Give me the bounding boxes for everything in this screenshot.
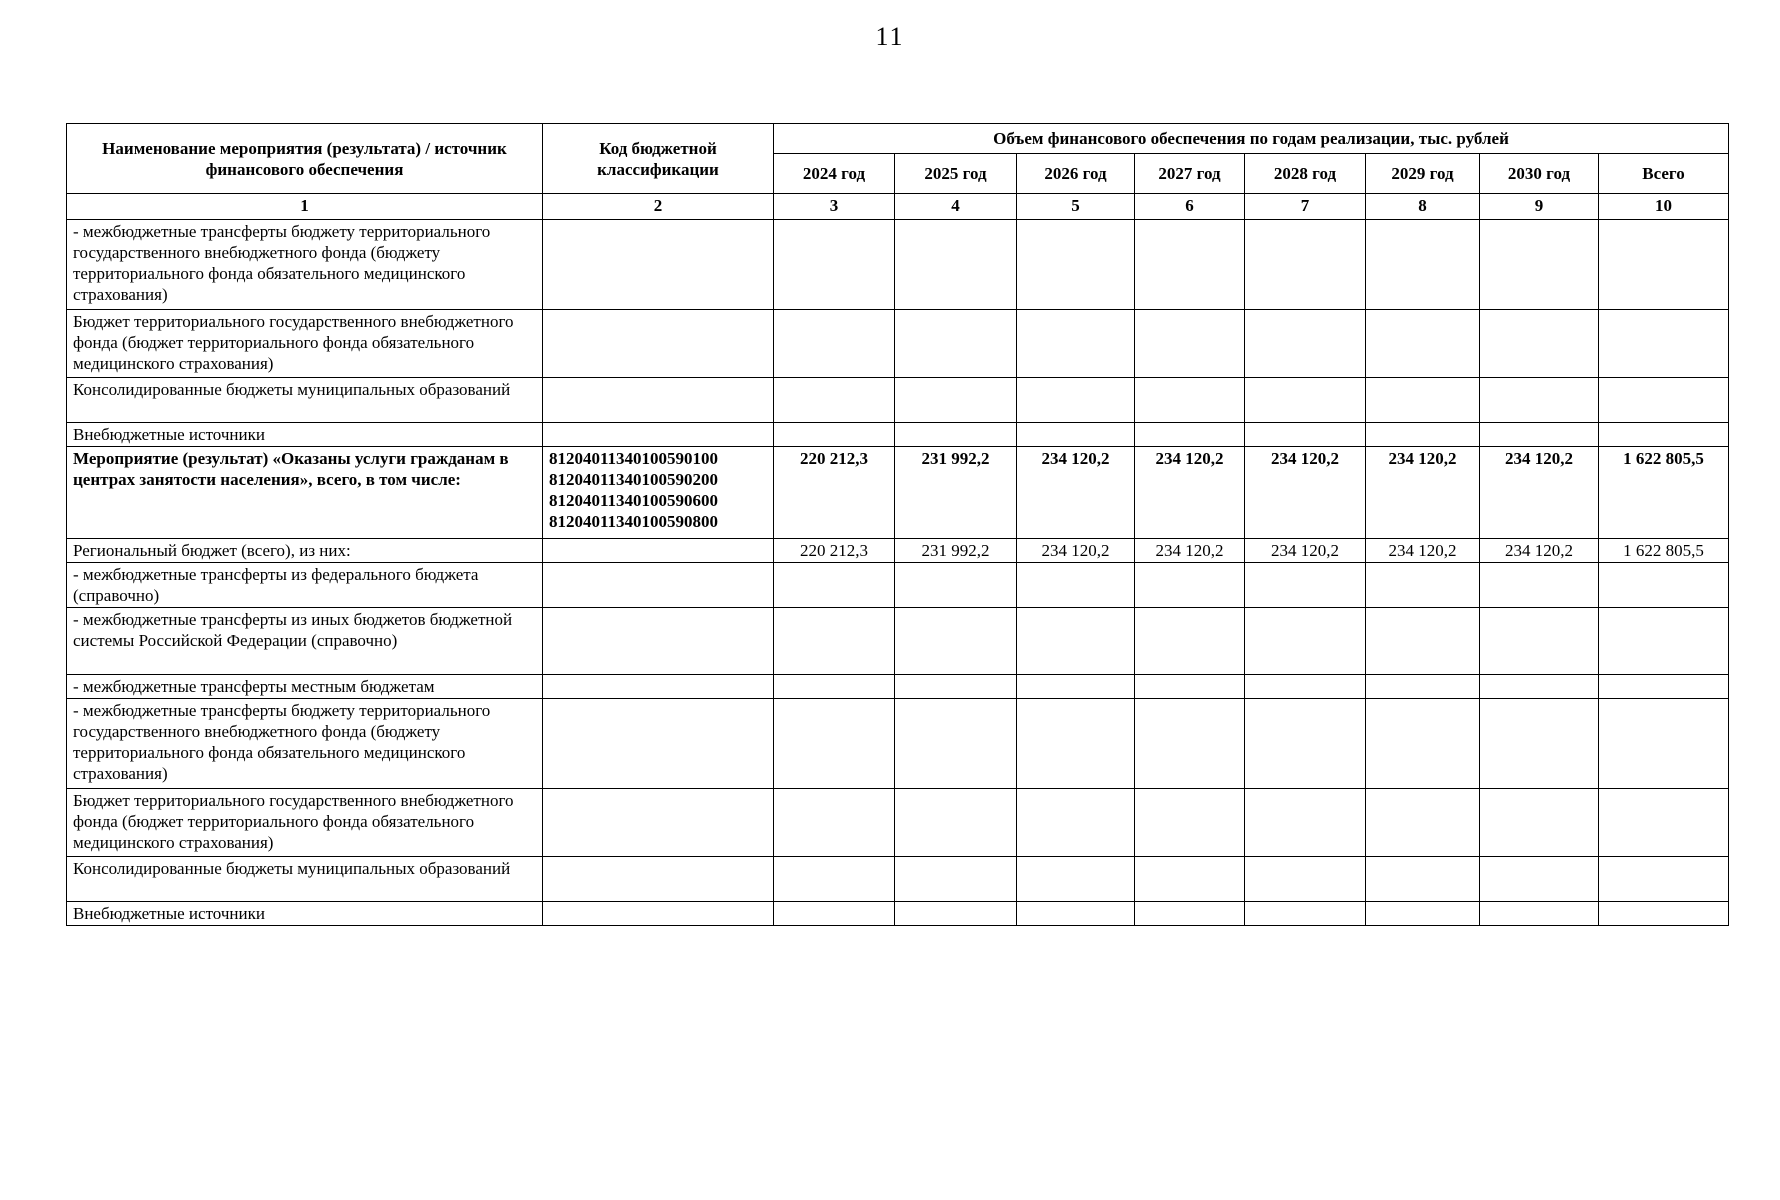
row-year-value <box>1366 699 1480 789</box>
row-year-value <box>1017 675 1135 699</box>
row-year-value <box>1480 423 1599 447</box>
row-name: Бюджет территориального государственного внебюджетного фонда (бюджет территориального фонда обязательного медицинского страхования) <box>67 310 543 378</box>
row-total-value <box>1599 310 1729 378</box>
row-name: Мероприятие (результат) «Оказаны услуги гражданам в центрах занятости населения», всего, в том числе: <box>67 447 543 539</box>
row-year-value: 234 120,2 <box>1245 447 1366 539</box>
row-year-value <box>774 857 895 902</box>
row-year-value <box>774 220 895 310</box>
row-code <box>543 539 774 563</box>
row-code <box>543 857 774 902</box>
row-total-value: 1 622 805,5 <box>1599 447 1729 539</box>
row-year-value <box>1017 310 1135 378</box>
row-year-value <box>1017 220 1135 310</box>
column-number: 7 <box>1245 194 1366 220</box>
row-year-value <box>895 699 1017 789</box>
row-year-value <box>1245 220 1366 310</box>
row-year-value <box>1245 902 1366 926</box>
row-year-value <box>1135 675 1245 699</box>
row-total-value <box>1599 220 1729 310</box>
row-name: Бюджет территориального государственного внебюджетного фонда (бюджет территориального фонда обязательного медицинского страхования) <box>67 789 543 857</box>
row-name: Внебюджетные источники <box>67 423 543 447</box>
column-number: 5 <box>1017 194 1135 220</box>
row-year-value <box>1366 423 1480 447</box>
row-name: - межбюджетные трансферты бюджету территориального государственного внебюджетного фонда (бюджету территориального фонда обязательного медицинского страхования) <box>67 220 543 310</box>
table-row <box>67 608 1729 675</box>
table-row <box>67 447 1729 539</box>
row-year-value <box>1480 563 1599 608</box>
row-year-value <box>895 378 1017 423</box>
row-year-value: 234 120,2 <box>1366 539 1480 563</box>
table-row <box>67 378 1729 423</box>
row-year-value <box>1135 378 1245 423</box>
header-code: Код бюджетной классификации <box>543 124 774 194</box>
row-year-value <box>1245 563 1366 608</box>
column-number: 6 <box>1135 194 1245 220</box>
row-year-value <box>774 423 895 447</box>
row-year-value <box>1245 675 1366 699</box>
row-year-value <box>1366 789 1480 857</box>
row-year-value <box>895 608 1017 675</box>
table-row <box>67 539 1729 563</box>
row-year-value <box>1017 378 1135 423</box>
row-year-value <box>774 310 895 378</box>
row-year-value <box>895 857 1017 902</box>
header-year: 2024 год <box>774 154 895 194</box>
row-name: - межбюджетные трансферты из федерального бюджета (справочно) <box>67 563 543 608</box>
header-year: 2025 год <box>895 154 1017 194</box>
row-total-value <box>1599 902 1729 926</box>
header-year: 2030 год <box>1480 154 1599 194</box>
row-year-value <box>1017 857 1135 902</box>
row-year-value <box>895 902 1017 926</box>
row-code <box>543 789 774 857</box>
row-year-value <box>774 378 895 423</box>
row-year-value: 231 992,2 <box>895 447 1017 539</box>
row-year-value <box>1245 608 1366 675</box>
row-year-value <box>774 675 895 699</box>
row-year-value <box>1017 423 1135 447</box>
row-year-value <box>1366 378 1480 423</box>
header-year: 2028 год <box>1245 154 1366 194</box>
row-year-value <box>1366 220 1480 310</box>
header-year: 2026 год <box>1017 154 1135 194</box>
row-year-value <box>1245 423 1366 447</box>
row-total-value <box>1599 378 1729 423</box>
row-year-value: 234 120,2 <box>1017 447 1135 539</box>
row-year-value <box>895 220 1017 310</box>
row-year-value <box>1480 857 1599 902</box>
row-year-value <box>1480 789 1599 857</box>
row-code <box>543 220 774 310</box>
header-total: Всего <box>1599 154 1729 194</box>
row-year-value <box>1366 675 1480 699</box>
page-number: 11 <box>875 22 905 51</box>
column-number: 3 <box>774 194 895 220</box>
row-year-value <box>895 310 1017 378</box>
header-year: 2029 год <box>1366 154 1480 194</box>
row-year-value <box>1366 563 1480 608</box>
table-row <box>67 563 1729 608</box>
header-volume: Объем финансового обеспечения по годам реализации, тыс. рублей <box>774 124 1729 154</box>
row-year-value <box>1135 699 1245 789</box>
row-total-value <box>1599 857 1729 902</box>
row-year-value <box>1017 563 1135 608</box>
finance-table <box>66 123 1729 926</box>
row-year-value <box>1480 378 1599 423</box>
row-year-value <box>1135 789 1245 857</box>
row-year-value <box>1017 789 1135 857</box>
row-total-value <box>1599 608 1729 675</box>
row-year-value <box>1135 310 1245 378</box>
row-code <box>543 310 774 378</box>
row-year-value <box>1245 310 1366 378</box>
row-name: - межбюджетные трансферты местным бюджетам <box>67 675 543 699</box>
row-year-value: 234 120,2 <box>1017 539 1135 563</box>
row-year-value <box>774 699 895 789</box>
table-row <box>67 310 1729 378</box>
row-year-value <box>1017 902 1135 926</box>
row-code <box>543 902 774 926</box>
row-year-value <box>1135 563 1245 608</box>
row-year-value <box>1245 789 1366 857</box>
row-name: Консолидированные бюджеты муниципальных образований <box>67 857 543 902</box>
table-row <box>67 675 1729 699</box>
row-year-value <box>1245 378 1366 423</box>
row-year-value <box>895 563 1017 608</box>
row-year-value <box>1135 902 1245 926</box>
column-number-row <box>67 194 1729 220</box>
row-code <box>543 423 774 447</box>
row-year-value <box>895 423 1017 447</box>
row-year-value <box>1017 699 1135 789</box>
row-year-value <box>1135 608 1245 675</box>
row-year-value: 220 212,3 <box>774 539 895 563</box>
row-year-value <box>1135 857 1245 902</box>
row-year-value <box>1017 608 1135 675</box>
row-year-value <box>1366 608 1480 675</box>
table-body <box>67 194 1729 926</box>
row-year-value <box>1366 857 1480 902</box>
row-year-value: 234 120,2 <box>1366 447 1480 539</box>
header-year: 2027 год <box>1135 154 1245 194</box>
row-year-value <box>1245 857 1366 902</box>
row-total-value <box>1599 563 1729 608</box>
row-year-value: 234 120,2 <box>1480 447 1599 539</box>
table-row <box>67 857 1729 902</box>
column-number: 2 <box>543 194 774 220</box>
row-year-value <box>774 608 895 675</box>
row-year-value <box>1245 699 1366 789</box>
column-number: 9 <box>1480 194 1599 220</box>
row-year-value <box>895 789 1017 857</box>
row-name: - межбюджетные трансферты бюджету территориального государственного внебюджетного фонда (бюджету территориального фонда обязательного медицинского страхования) <box>67 699 543 789</box>
table-row <box>67 699 1729 789</box>
row-year-value <box>1480 220 1599 310</box>
row-total-value <box>1599 789 1729 857</box>
row-code <box>543 608 774 675</box>
row-year-value <box>1366 902 1480 926</box>
table-row <box>67 423 1729 447</box>
header-name: Наименование мероприятия (результата) / источник финансового обеспечения <box>67 124 543 194</box>
row-code <box>543 378 774 423</box>
row-name: - межбюджетные трансферты из иных бюджетов бюджетной системы Российской Федерации (справочно) <box>67 608 543 675</box>
column-number: 10 <box>1599 194 1729 220</box>
row-year-value: 234 120,2 <box>1135 539 1245 563</box>
row-year-value <box>1480 699 1599 789</box>
row-year-value <box>1135 423 1245 447</box>
row-name: Региональный бюджет (всего), из них: <box>67 539 543 563</box>
column-number: 1 <box>67 194 543 220</box>
table-row <box>67 902 1729 926</box>
row-year-value <box>1480 675 1599 699</box>
row-year-value <box>774 902 895 926</box>
row-total-value <box>1599 423 1729 447</box>
row-code <box>543 563 774 608</box>
row-year-value <box>774 563 895 608</box>
row-year-value: 234 120,2 <box>1135 447 1245 539</box>
row-code <box>543 675 774 699</box>
column-number: 8 <box>1366 194 1480 220</box>
row-year-value <box>1480 902 1599 926</box>
row-code <box>543 699 774 789</box>
row-year-value: 231 992,2 <box>895 539 1017 563</box>
column-number: 4 <box>895 194 1017 220</box>
row-year-value <box>1135 220 1245 310</box>
row-code: 81204011340100590100 81204011340100590200 81204011340100590600 81204011340100590800 <box>543 447 774 539</box>
row-total-value <box>1599 675 1729 699</box>
row-year-value: 234 120,2 <box>1480 539 1599 563</box>
row-year-value: 234 120,2 <box>1245 539 1366 563</box>
row-year-value <box>1480 608 1599 675</box>
row-year-value: 220 212,3 <box>774 447 895 539</box>
table-row <box>67 220 1729 310</box>
row-year-value <box>895 675 1017 699</box>
row-year-value <box>1366 310 1480 378</box>
table-row <box>67 789 1729 857</box>
row-total-value: 1 622 805,5 <box>1599 539 1729 563</box>
row-name: Внебюджетные источники <box>67 902 543 926</box>
row-year-value <box>1480 310 1599 378</box>
row-year-value <box>774 789 895 857</box>
row-name: Консолидированные бюджеты муниципальных образований <box>67 378 543 423</box>
row-total-value <box>1599 699 1729 789</box>
